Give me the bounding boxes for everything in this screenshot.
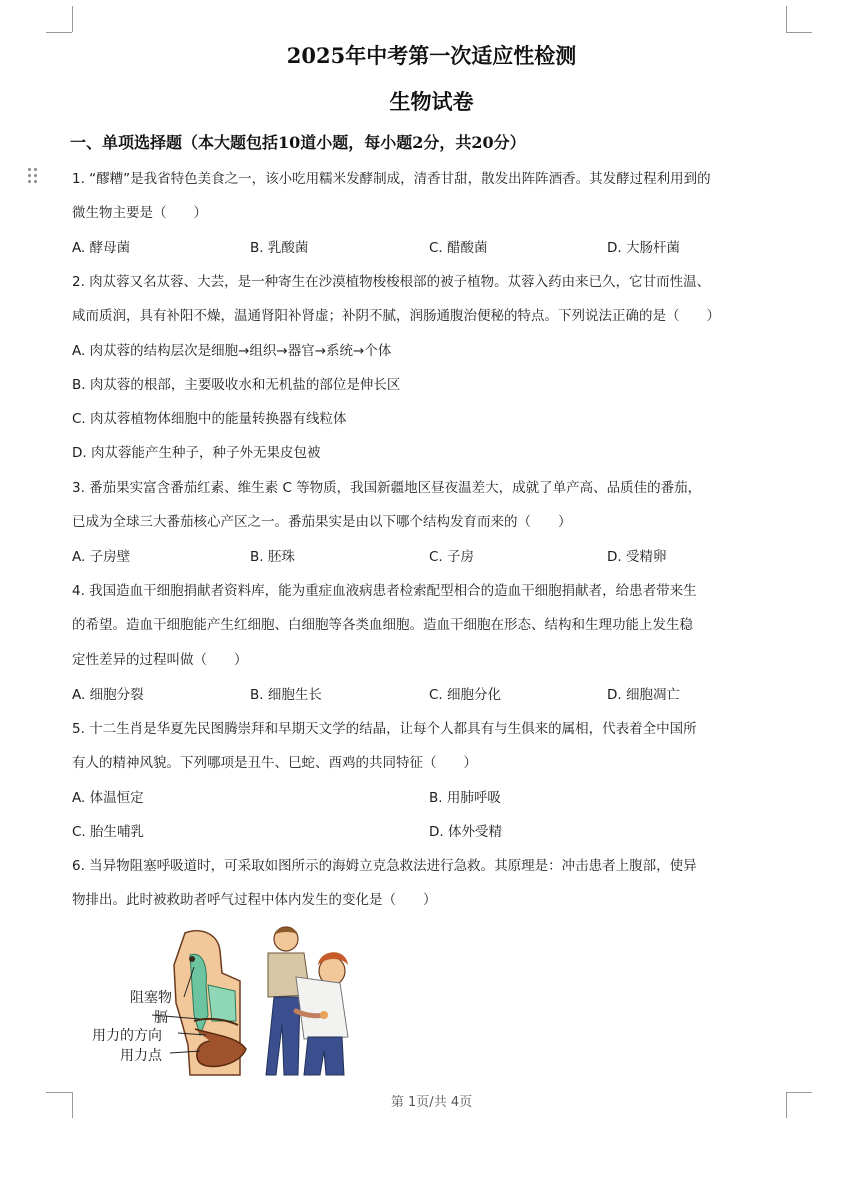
question-2-text-line-2: 咸而质润，具有补阳不燥，温通肾阳补肾虚；补阴不腻，润肠通腹治便秘的特点。下列说法正确的是（ ）: [72, 308, 720, 324]
question-3-option-a: A. 子房壁: [72, 549, 131, 565]
question-2-option-b: B. 肉苁蓉的根部，主要吸收水和无机盐的部位是伸长区: [72, 377, 401, 393]
question-1-option-a: A. 酵母菌: [72, 240, 131, 256]
question-1-text-line-1: 1. “醪糟”是我省特色美食之一，该小吃用糯米发酵制成，清香甘甜，散发出阵阵酒香。其发酵过程利用到的: [72, 171, 711, 187]
question-5-option-a: A. 体温恒定: [72, 790, 144, 806]
question-6-text-line-2: 物排出。此时被救助者呼气过程中体内发生的变化是（ ）: [72, 892, 437, 908]
question-2-text-line-1: 2. 肉苁蓉又名苁蓉、大芸，是一种寄生在沙漠植物梭梭根部的被子植物。苁蓉入药由来已久，它甘而性温、: [72, 274, 711, 290]
question-3-option-c: C. 子房: [429, 549, 475, 565]
question-2-option-a: A. 肉苁蓉的结构层次是细胞→组织→器官→系统→个体: [72, 343, 392, 359]
question-6-text-line-1: 6. 当异物阻塞呼吸道时，可采取如图所示的海姆立克急救法进行急救。其原理是：冲击患者上腹部，使异: [72, 858, 697, 874]
page-subtitle: 生物试卷: [389, 89, 474, 114]
page-title: 2025年中考第一次适应性检测: [286, 43, 577, 68]
figure-label-force-point: 用力点: [120, 1048, 162, 1064]
question-3-option-b: B. 胚珠: [250, 549, 295, 565]
figure-label-obstruction: 阻塞物: [130, 990, 172, 1006]
figure-label-diaphragm: 膈: [154, 1010, 168, 1026]
question-1-option-b: B. 乳酸菌: [250, 240, 309, 256]
question-4-text-line-3: 定性差异的过程叫做（ ）: [72, 652, 248, 668]
question-4-option-a: A. 细胞分裂: [72, 687, 144, 703]
question-3-text-line-1: 3. 番茄果实富含番茄红素、维生素 C 等物质，我国新疆地区昼夜温差大，成就了单产高、品质佳的番茄，: [72, 480, 702, 496]
question-5-text-line-2: 有人的精神风貌。下列哪项是丑牛、巳蛇、酉鸡的共同特征（ ）: [72, 755, 477, 771]
question-4-text-line-2: 的希望。造血干细胞能产生红细胞、白细胞等各类血细胞。造血干细胞在形态、结构和生理功能上发生稳: [72, 617, 693, 633]
question-1-text-line-2: 微生物主要是（ ）: [72, 205, 207, 221]
question-4-text-line-1: 4. 我国造血干细胞捐献者资料库，能为重症血液病患者检索配型相合的造血干细胞捐献者，给患者带来生: [72, 583, 697, 599]
drag-handle-icon[interactable]: [28, 168, 40, 184]
section-heading: 一、单项选择题（本大题包括10道小题，每小题2分，共20分）: [70, 133, 526, 152]
question-3-option-d: D. 受精卵: [607, 549, 667, 565]
question-1-option-c: C. 醋酸菌: [429, 240, 488, 256]
question-5-option-d: D. 体外受精: [429, 824, 502, 840]
question-5-option-c: C. 胎生哺乳: [72, 824, 145, 840]
question-4-option-c: C. 细胞分化: [429, 687, 502, 703]
question-3-text-line-2: 已成为全球三大番茄核心产区之一。番茄果实是由以下哪个结构发育而来的（ ）: [72, 514, 572, 530]
question-5-text-line-1: 5. 十二生肖是华夏先民图腾崇拜和早期天文学的结晶，让每个人都具有与生俱来的属相，代表着全中国所: [72, 721, 697, 737]
heimlich-maneuver-figure: [90, 925, 360, 1085]
question-1-option-d: D. 大肠杆菌: [607, 240, 680, 256]
question-4-option-d: D. 细胞凋亡: [607, 687, 680, 703]
question-4-option-b: B. 细胞生长: [250, 687, 322, 703]
question-2-option-d: D. 肉苁蓉能产生种子，种子外无果皮包被: [72, 445, 321, 461]
question-5-option-b: B. 用肺呼吸: [429, 790, 501, 806]
figure-label-force-direction: 用力的方向: [92, 1028, 162, 1044]
question-2-option-c: C. 肉苁蓉植物体细胞中的能量转换器有线粒体: [72, 411, 347, 427]
page-footer: 第 1页/共 4页: [390, 1095, 473, 1110]
